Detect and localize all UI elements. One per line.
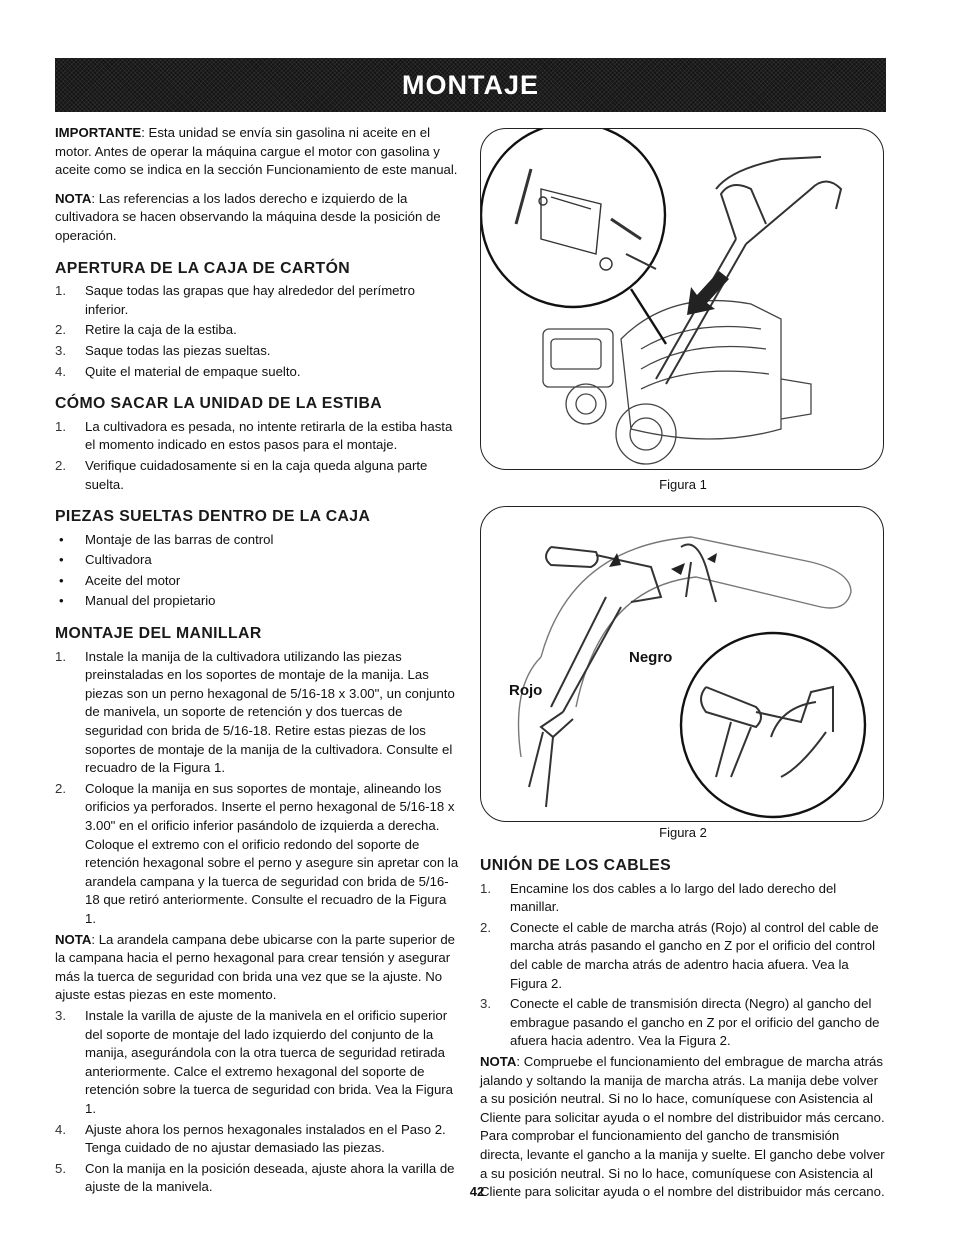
extra-paragraph: Para comprobar el funcionamiento del gancho de transmisión directa, levante el gancho a la manija y suelte. El gancho debe volver a su posición neutral. Si no lo hace, comuníquese con Asistencia al Cliente para solicitar ayuda o el nombre del distribuidor más cercano.: [480, 1128, 885, 1200]
item-text: La cultivadora es pesada, no intente retirarla de la estiba hasta el momento indicado en estos pasos para el montaje.: [85, 418, 453, 453]
item-text: Con la manija en la posición deseada, ajuste ahora la varilla de ajuste de la manivela.: [85, 1160, 455, 1195]
left-column: [55, 124, 461, 1199]
item-number: 1.: [55, 418, 66, 434]
item-text: Saque todas las grapas que hay alrededor del perímetro inferior.: [85, 283, 415, 317]
banner-title: MONTAJE: [401, 69, 539, 100]
item-number: 3.: [55, 1007, 66, 1023]
list-item: [55, 418, 461, 455]
heading-estiba: CÓMO SACAR LA UNIDAD DE LA ESTIBA: [55, 395, 383, 413]
item-text: Montaje de las barras de control: [85, 531, 274, 547]
item-text: Aceite del motor: [85, 572, 181, 588]
list-item: [55, 282, 461, 319]
item-text: Manual del propietario: [85, 593, 216, 609]
list-item: [55, 551, 461, 570]
item-text: Saque todas las piezas sueltas.: [85, 342, 271, 358]
item-number: 3.: [480, 996, 491, 1012]
list-item: [55, 363, 461, 382]
list-item: [55, 780, 461, 929]
nota-text: : Compruebe el funcionamiento del embrague de marcha atrás jalando y soltando la manija de marcha atrás. La manija debe volver a su posición neutral. Si no lo hace, comuníquese con Asistencia al Cliente para solicitar ayuda o el nombre del distribuidor más cercano.: [480, 1053, 885, 1125]
figure-2-caption: Figura 2: [659, 825, 707, 840]
item-text: Coloque la manija en sus soportes de montaje, alineando los orificios ya perforados. Inserte el perno hexagonal de 5/16-18 x 3.00" en el orificio inferior pasándolo de izquierda a derecha. Coloque el extremo con el orificio redondo del soporte de retención hexagonal sobre el perno y asegure sin apretar con la arandela campana y la tuerca de seguridad con brida de 5/16-18 que retiró anteriormente. Consulte el recuadro de la Figura 1.: [85, 780, 459, 926]
item-number: 1.: [55, 648, 66, 664]
nota-label: NOTA: [55, 931, 92, 947]
importante-text: : Esta unidad se envía sin gasolina ni aceite en el motor. Antes de operar la máquina cargue el motor con gasolina y aceite como se indica en la sección Funcionamiento de este manual.: [55, 125, 458, 178]
item-text: Instale la manija de la cultivadora utilizando las piezas preinstaladas en los soportes de montaje de la manija. Las piezas son un perno hexagonal de 5/16-18 x 3.00", un conjunto de manivela, un soporte de retención y dos tuercas de seguridad con brida de 5/16-18. Retire estas piezas de los soportes de montaje de la manija de la cultivadora. Consulte el recuadro de la Figura 1.: [85, 648, 455, 776]
list-item: [480, 880, 886, 917]
item-number: 4.: [55, 1121, 66, 1137]
item-text: Cultivadora: [85, 552, 152, 568]
list-item: [55, 457, 461, 494]
item-text: Instale la varilla de ajuste de la manivela en el orificio superior del soporte de montaje del lado izquierdo del conjunto de la manija, asegurándola con la otra tuerca de seguridad retirada anteriormente. Calce el extremo hexagonal del soporte de retención sobre la tuerca de seguridad con brida. Vea la Figura 1.: [85, 1007, 454, 1116]
nota-text: : Las referencias a los lados derecho e izquierdo de la cultivadora se hacen observando la máquina desde la posición de operación.: [55, 190, 441, 243]
list-manillar-b: [55, 1007, 461, 1197]
item-number: 1.: [55, 283, 66, 299]
list-item: [55, 648, 461, 778]
list-item: [55, 1007, 461, 1119]
nota-label: NOTA: [55, 190, 92, 206]
item-text: Conecte el cable de marcha atrás (Rojo) al control del cable de marcha atrás pasando el gancho en Z por el orificio del control del cable de marcha atrás de adentro hacia afuera. Vea la Figura 2.: [510, 919, 879, 991]
item-number: 2.: [55, 780, 66, 796]
item-number: 2.: [55, 457, 66, 473]
list-item: [55, 572, 461, 591]
bullet: •: [59, 572, 64, 588]
list-apertura: [55, 282, 461, 381]
nota-label: NOTA: [480, 1053, 517, 1069]
item-number: 5.: [55, 1160, 66, 1176]
section-banner: [55, 58, 886, 112]
nota-cables: [480, 1053, 886, 1127]
list-manillar-a: [55, 648, 461, 929]
item-text: Ajuste ahora los pernos hexagonales instalados en el Paso 2. Tenga cuidado de no ajustar demasiado las piezas.: [85, 1121, 446, 1156]
item-number: 3.: [55, 342, 66, 358]
list-item: [55, 1121, 461, 1158]
list-piezas: [55, 531, 461, 611]
list-item: [55, 321, 461, 340]
list-item: [55, 531, 461, 550]
label-negro: Negro: [629, 649, 673, 666]
list-item: [55, 342, 461, 361]
figure-2-illustration: [480, 506, 884, 822]
importante-label: IMPORTANTE: [55, 125, 142, 140]
right-column: [480, 857, 886, 1202]
item-text: Verifique cuidadosamente si en la caja queda alguna parte suelta.: [85, 457, 428, 492]
figure-1-caption: Figura 1: [659, 477, 707, 492]
item-text: Conecte el cable de transmisión directa (Negro) al gancho del embrague pasando el gancho en Z por el orificio del gancho de afuera hacia adentro. Vea la Figura 2.: [510, 996, 880, 1049]
heading-cables: UNIÓN DE LOS CABLES: [480, 857, 672, 874]
nota-text: : La arandela campana debe ubicarse con la parte superior de la campana hacia el perno hexagonal para crear tensión y asegurar más la tuerca de seguridad con brida una vez que se la ajuste. No ajuste estas piezas en este momento.: [55, 931, 456, 1003]
item-number: 2.: [480, 919, 491, 935]
item-number: 1.: [480, 880, 491, 896]
importante-paragraph: [55, 124, 461, 180]
bullet: •: [59, 552, 64, 568]
bullet: •: [59, 531, 64, 547]
heading-manillar: MONTAJE DEL MANILLAR: [55, 625, 262, 643]
figure-1-drawing: [481, 129, 883, 469]
figure-2-drawing: [481, 507, 883, 821]
page-number: 42: [469, 1184, 485, 1199]
item-number: 4.: [55, 363, 66, 379]
item-number: 2.: [55, 322, 66, 338]
nota-paragraph: [55, 190, 461, 246]
list-estiba: [55, 418, 461, 494]
heading-piezas: PIEZAS SUELTAS DENTRO DE LA CAJA: [55, 508, 371, 526]
heading-apertura: APERTURA DE LA CAJA DE CARTÓN: [55, 259, 351, 277]
nota-manillar: [55, 931, 461, 1005]
list-cables: [480, 880, 886, 1051]
item-text: Retire la caja de la estiba.: [85, 322, 237, 338]
bullet: •: [59, 593, 64, 609]
item-text: Quite el material de empaque suelto.: [85, 363, 301, 379]
list-item: [480, 919, 886, 993]
list-item: [480, 995, 886, 1051]
item-text: Encamine los dos cables a lo largo del lado derecho del manillar.: [510, 880, 837, 915]
figure-1-illustration: [480, 128, 884, 470]
list-item: [55, 592, 461, 611]
label-rojo: Rojo: [509, 682, 543, 699]
